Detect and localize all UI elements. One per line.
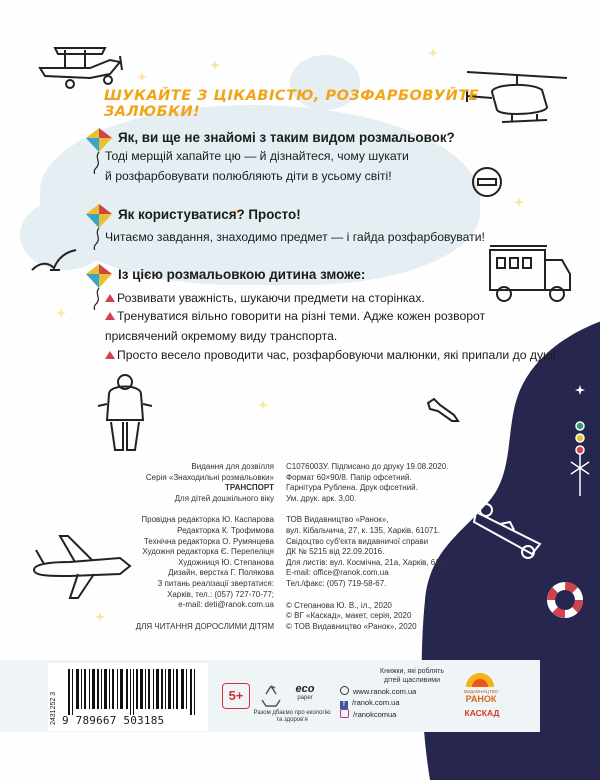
instagram-row [340,709,416,720]
imprint-staff: e-mail: deti@ranok.com.ua [178,600,274,610]
globe-icon [340,686,349,695]
imprint-line: С1076003У. Підписано до друку 19.08.2020. [286,462,449,471]
imprint-line: ТОВ Видавництво «Ранок», [286,515,389,525]
imprint-staff: Провідна редакторка Ю. Каспарова [141,515,274,525]
seagull-icon [30,248,80,278]
section3-bullet-cont: присвячений окремому виду транспорта. [105,329,338,343]
road-sign-icon [470,165,504,199]
section3-bullet [105,288,425,308]
imprint-staff: Редакторка К. Трофимова [177,525,274,535]
facebook-link[interactable]: /ranok.com.ua [352,698,400,707]
imprint-left [100,462,274,632]
bullet-icon [105,351,115,359]
eco-paper-label: paper [297,695,313,701]
biplane-icon [30,30,130,90]
spaceship-icon [95,370,155,455]
eco-label: eco [295,683,315,695]
barcode-side [50,667,60,727]
wrench-icon [424,395,462,425]
contacts [340,686,416,720]
fire-truck-icon [482,238,577,308]
imprint-staff: Художниця Ю. Степанова [178,557,274,567]
star-icon [137,72,147,82]
bullet-text: Просто весело проводити час, розфарбовуючи малюнки, які припали до душі. [117,348,559,362]
bullet-icon [105,312,115,320]
imprint-staff: Технічна редакторка О. Румянцева [143,536,274,546]
section1-line: Тоді мерщій хапайте цю — й дізнайтеся, чому шукати [105,149,409,163]
section1-line: й розфарбовувати полюбляють діти в усьому світі! [105,169,392,183]
section3-heading: Із цією розмальовкою дитина зможе: [118,267,366,282]
lifebuoy-icon [545,580,585,620]
section3-bullet [105,345,559,365]
eco-paper-logo [288,683,322,702]
kaskad-logo: КАСКАД [464,708,500,718]
barcode-side-code: 2431252 3 [50,691,57,725]
website-row [340,686,416,697]
website-link[interactable]: www.ranok.com.ua [353,687,417,696]
section2-line: Читаємо завдання, знаходимо предмет — і гайда розфарбовувати! [105,230,485,244]
ranok-sun-logo-icon [462,665,498,689]
section2-heading: Як користуватися? Просто! [118,207,301,222]
imprint-line: Гарнітура Рублена. Друк офсетний. [286,483,418,493]
imprint-staff: Художня редакторка Є. Перепеліця [142,547,274,557]
recycle-icon [258,684,284,708]
star-icon [514,197,524,207]
imprint-line: Формат 60×90/8. Папір офсетний. [286,472,412,482]
isbn-digits: 9 789667 503185 [62,714,165,727]
imprint-line: ДК № 5215 від 22.09.2016. [286,547,385,557]
imprint-line: E-mail: office@ranok.com.ua [286,568,389,578]
traffic-light-icon [568,418,592,498]
imprint-line: © ТОВ Видавництво «Ранок», 2020 [286,621,417,631]
star-icon [56,308,66,318]
age-badge: 5+ [222,683,250,709]
imprint-line: © ВГ «Каскад», макет, серія, 2020 [286,611,412,621]
bullet-icon [105,294,115,302]
ranok-logo-name: РАНОК [465,694,497,704]
imprint-line: Свідоцтво суб'єкта видавничої справи [286,536,429,546]
imprint-line: Ум. друк. арк. 3,00. [286,493,357,503]
imprint-staff: Дизайн, верстка Г. Полякова [168,568,274,578]
instagram-icon [340,709,349,718]
ranok-tagline: Книжки, які роблять дітей щасливими [380,668,444,684]
imprint-line: Для листів: вул. Космічна, 21а, Харків, 61145. [286,557,455,567]
imprint-staff: З питань реалізації звертатися: [157,578,274,588]
imprint-line: Видання для дозвілля [191,462,274,471]
imprint-line: Для дітей дошкільного віку [174,493,274,503]
barcode-bars [68,669,198,715]
slogan: ШУКАЙТЕ З ЦІКАВІСТЮ, РОЗФАРБОВУЙТЕ ЗАЛЮБКИ! [104,88,479,120]
imprint-right [286,462,486,632]
barcode [48,663,208,731]
imprint-line: Серія «Знаходильні розмальовки» [145,472,274,482]
section3-bullet [105,306,485,326]
instagram-link[interactable]: /ranokcomua [353,710,397,719]
bullet-text: Розвивати уважність, шукаючи предмети на сторінках. [117,291,425,305]
imprint-title: ТРАНСПОРТ [225,483,274,493]
imprint-staff: Харків, тел.: (057) 727-70-77; [167,589,274,599]
star-icon [258,400,268,410]
star-icon [428,48,438,58]
bullet-text: Тренуватися вільно говорити на різні теми. Адже кожен розворот [117,309,486,323]
facebook-row [340,697,416,709]
imprint-line: © Степанова Ю. В., іл., 2020 [286,600,392,610]
ranok-logo-small: ВИДАВНИЦТВО [463,689,499,694]
section1-heading: Як, ви ще не знайомі з таким видом розмальовок? [118,130,455,145]
imprint-line: Тел./факс: (057) 719-58-67. [286,578,387,588]
imprint-line: вул. Кібальчича, 27, к. 135, Харків, 61071. [286,525,441,535]
imprint-bottom: ДЛЯ ЧИТАННЯ ДОРОСЛИМИ ДІТЯМ [135,621,274,631]
star-icon [210,60,220,70]
ranok-logo [458,689,504,704]
eco-caption: Разом дбаємо про екологію та здоров'я [253,710,331,723]
facebook-icon: f [340,701,348,709]
